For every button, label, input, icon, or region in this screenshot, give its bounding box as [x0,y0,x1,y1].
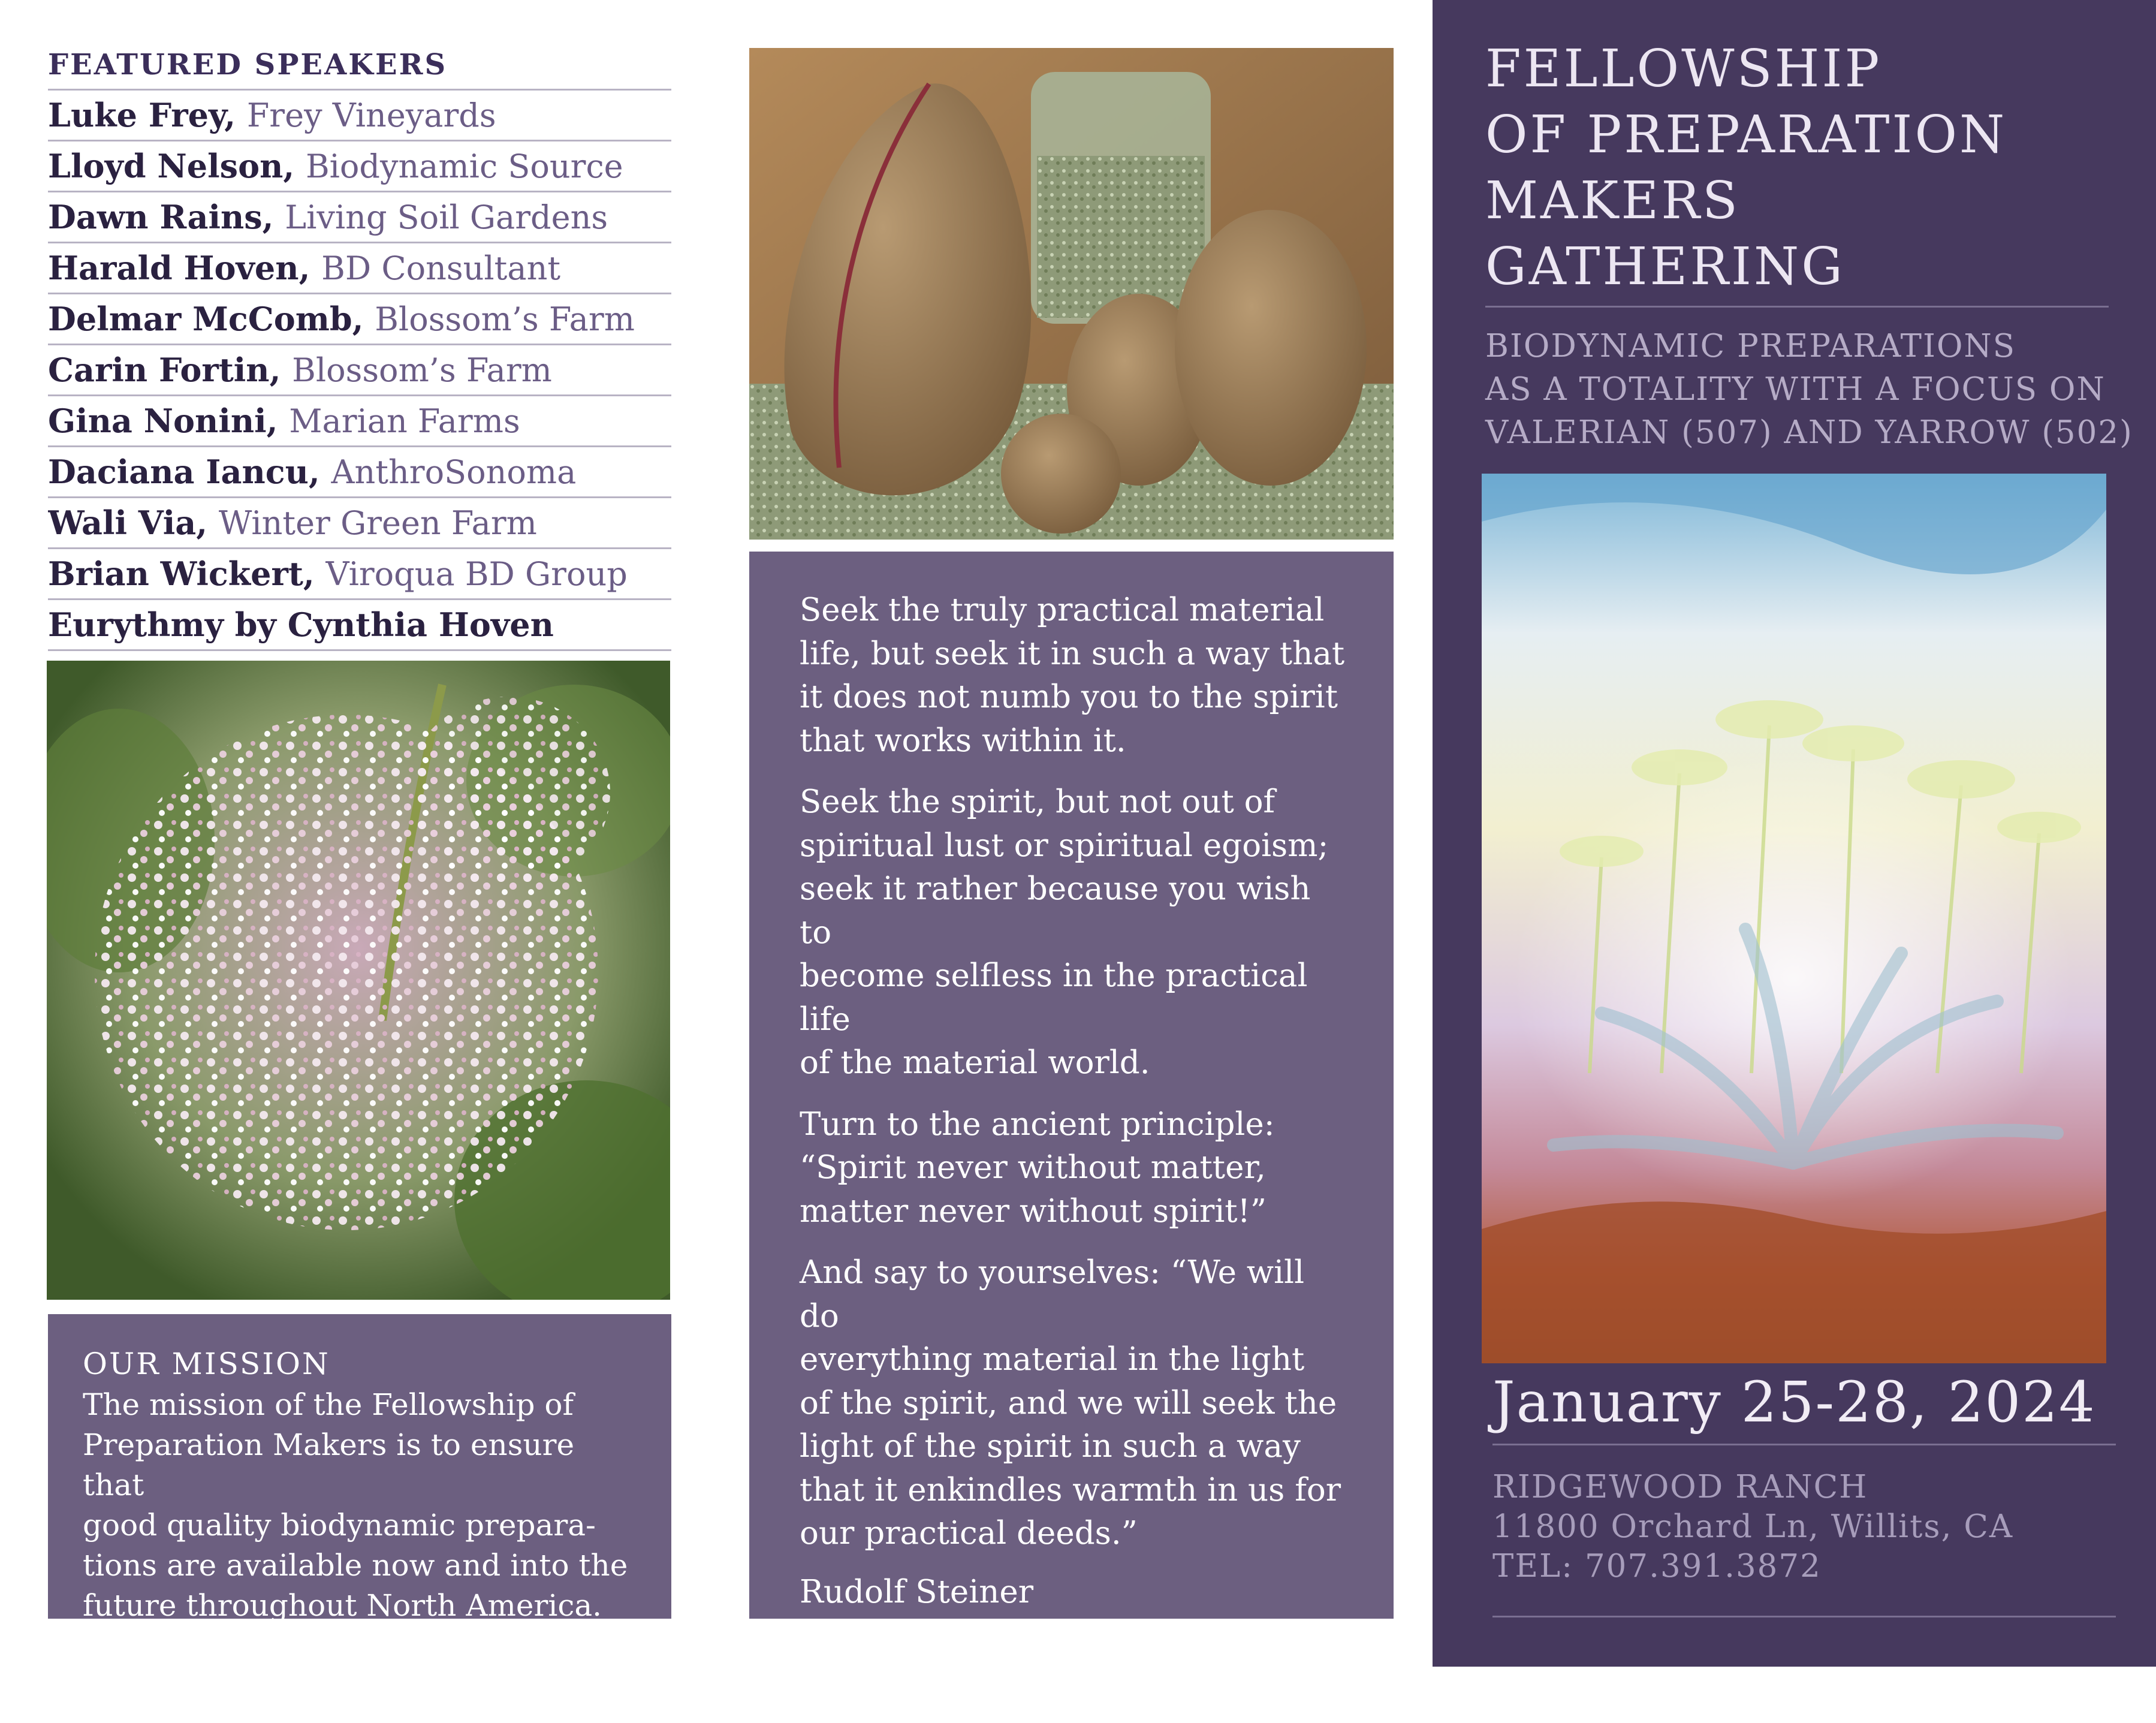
quote-line: Seek the truly practical material [800,592,1325,628]
quote-line: matter never without spirit!” [800,1192,1267,1230]
quote-line: it does not numb you to the spirit [800,679,1338,715]
mission-text [83,1385,635,1626]
quote-paragraph [800,781,1352,1085]
quote-line: of the material world. [800,1044,1150,1081]
event-title-line: MAKERS [1485,171,1740,231]
date-divider [1492,1444,2116,1445]
speaker-name: Gina Nonini [48,402,267,440]
subtitle-line: VALERIAN (507) AND YARROW (502) [1485,414,2133,451]
quote-paragraph [800,589,1352,763]
speaker-name: Daciana Iancu [48,453,309,491]
speaker-name: Carin Fortin [48,351,270,389]
speaker-name: Lloyd Nelson [48,147,284,185]
speaker-item: Harald Hoven, BD Consultant [48,242,671,293]
subtitle-line: AS A TOTALITY WITH A FOCUS ON [1485,371,2106,408]
steiner-quote-box [749,552,1394,1720]
speaker-name: Dawn Rains [48,198,263,236]
mission-line: tions are available now and into the [83,1548,628,1583]
event-subtitle [1485,325,2133,454]
speaker-item: Delmar McComb, Blossom’s Farm [48,293,671,344]
speaker-name: Brian Wickert [48,555,303,593]
quote-line: become selfless in the practical life [800,957,1308,1038]
footer-divider [1492,1616,2116,1617]
featured-speakers-heading: FEATURED SPEAKERS [48,48,448,82]
speaker-org: Biodynamic Source [305,147,623,185]
mission-line: Preparation Makers is to ensure that [83,1427,575,1502]
speaker-name: Harald Hoven [48,249,299,287]
speaker-org: Blossom’s Farm [375,300,635,338]
photo-credit [800,1663,1352,1723]
quote-line: And say to yourselves: “We will do [800,1254,1305,1335]
speaker-org: Winter Green Farm [218,504,537,542]
speaker-item: Brian Wickert, Viroqua BD Group [48,547,671,598]
speaker-item: Daciana Iancu, AnthroSonoma [48,445,671,496]
yarrow-painting [1482,474,2106,1363]
quote-line: “Spirit never without matter, [800,1149,1266,1186]
speaker-name: Wali Via [48,504,197,542]
mission-line: The mission of the Fellowship of [83,1387,574,1422]
mission-box [48,1314,671,1623]
event-title [1485,36,2121,300]
quote-author: Rudolf Steiner [800,1573,1034,1610]
eurythmy-text: Eurythmy by Cynthia Hoven [48,606,554,644]
venue-address: 11800 Orchard Ln, Willits, CA [1492,1508,2014,1545]
credit-line: left: Dawn Rains / Living Soil Gardens [800,1695,1217,1720]
speaker-item: Wali Via, Winter Green Farm [48,496,671,547]
speaker-item: Lloyd Nelson, Biodynamic Source [48,140,671,191]
speaker-list [48,89,671,651]
quote-line: that it enkindles warmth in us for [800,1471,1341,1508]
event-title-line: FELLOWSHIP [1485,39,1882,99]
quote-paragraph [800,1103,1352,1234]
speaker-org: Marian Farms [289,402,520,440]
quote-line: of the spirit, and we will seek the [800,1384,1337,1421]
speaker-item: Dawn Rains, Living Soil Gardens [48,191,671,242]
quote-line: Seek the spirit, but not out of [800,784,1275,820]
horn-and-yarrow-photo [749,48,1394,540]
quote-line: light of the spirit in such a way [800,1428,1301,1465]
venue-block [1492,1468,2128,1586]
eurythmy-item [48,598,671,651]
title-divider [1485,306,2109,308]
speaker-org: AnthroSonoma [331,453,577,491]
quote-line: our practical deeds.” [800,1515,1138,1552]
quote-line: spiritual lust or spiritual egoism; [800,827,1329,864]
mission-line: good quality biodynamic prepara- [83,1508,596,1543]
quote-line: life, but seek it in such a way that [800,635,1345,672]
venue-phone: TEL: 707.391.3872 [1492,1548,1822,1585]
quote-line: that works within it. [800,722,1126,759]
speaker-org: Frey Vineyards [246,97,496,134]
event-title-line: GATHERING [1485,237,1845,297]
mission-line: future throughout North America. [83,1588,602,1623]
event-title-line: OF PREPARATION [1485,105,2007,165]
mission-title: OUR MISSION [83,1347,330,1381]
speaker-org: Living Soil Gardens [285,198,608,236]
quote-line: everything material in the light [800,1341,1305,1378]
quote-line: seek it rather because you wish to [800,870,1311,951]
speaker-item: Carin Fortin, Blossom’s Farm [48,344,671,394]
venue-name: RIDGEWOOD RANCH [1492,1469,1868,1505]
speaker-org: BD Consultant [321,249,561,287]
event-date: January 25-28, 2024 [1492,1370,2096,1435]
speaker-org: Blossom’s Farm [292,351,552,389]
speaker-name: Delmar McComb [48,300,352,338]
quote-line: Turn to the ancient principle: [800,1106,1275,1143]
valerian-flowers-photo [47,661,670,1300]
speaker-item: Gina Nonini, Marian Farms [48,394,671,445]
speaker-item: Luke Frey, Frey Vineyards [48,89,671,140]
speaker-org: Viroqua BD Group [325,555,628,593]
credit-line: Cover: ”Yarrow” by Yumiko East. Photos top and [800,1665,1331,1690]
quote-paragraph [800,1251,1352,1556]
subtitle-line: BIODYNAMIC PREPARATIONS [1485,328,2016,365]
speaker-name: Luke Frey [48,96,225,134]
